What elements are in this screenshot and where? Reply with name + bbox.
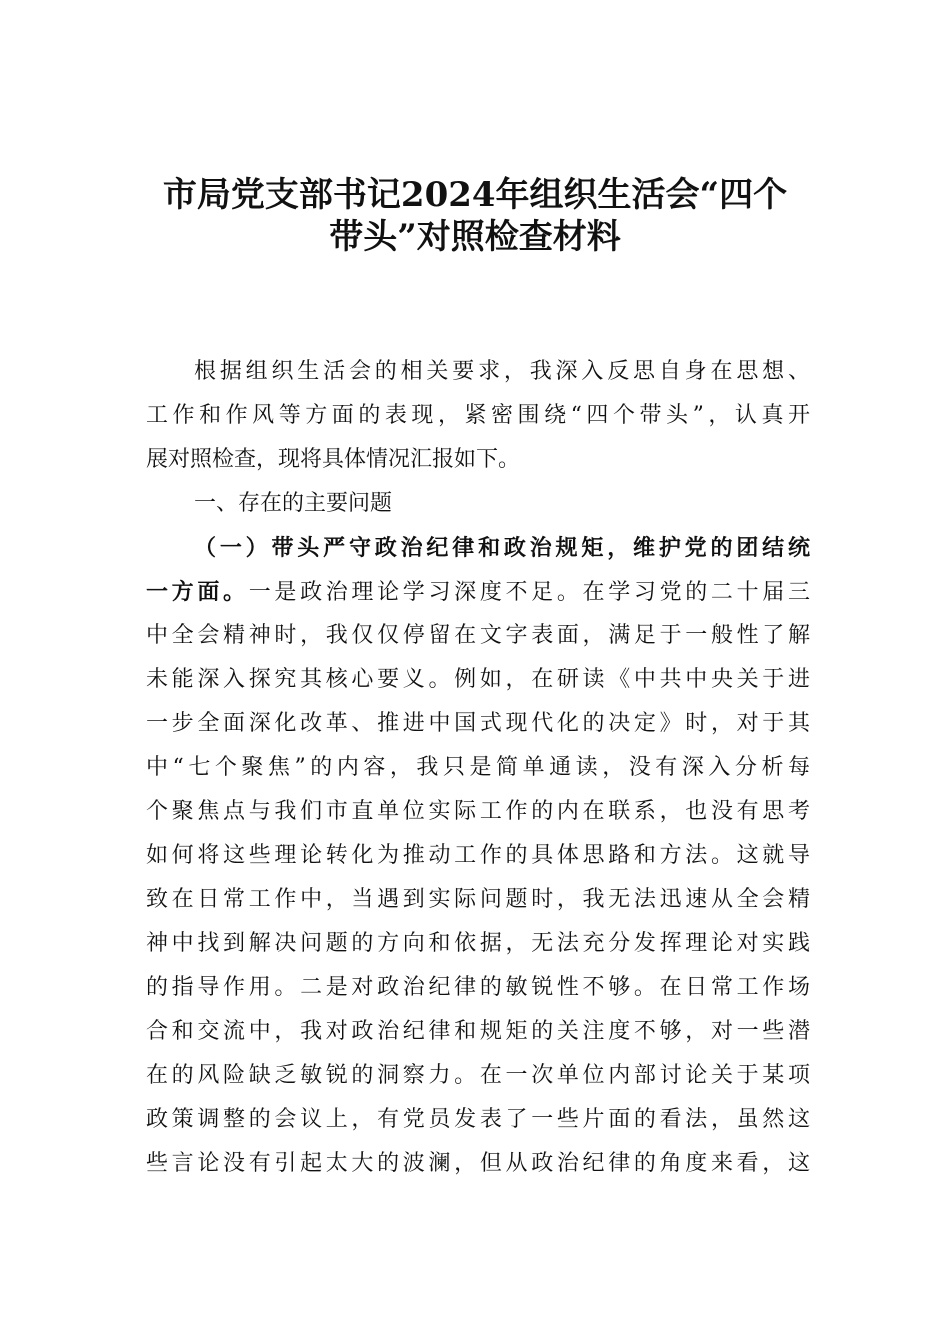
- subsection-heading-line-2: 一方面。: [146, 579, 249, 605]
- body-line-12: 在的风险缺乏敏锐的洞察力。在一次单位内部讨论关于某项: [146, 1063, 810, 1088]
- document-title-line-2: 带头”对照检查材料: [329, 217, 621, 257]
- body-line-4: 一步全面深化改革、推进中国式现代化的决定》时，对于其: [146, 711, 810, 736]
- section-heading: 一、存在的主要问题: [194, 491, 393, 516]
- intro-line-1: 根据组织生活会的相关要求，我深入反思自身在思想、: [194, 359, 810, 384]
- document-title-line-1: 市局党支部书记2024年组织生活会“四个: [162, 175, 788, 215]
- body-line-14: 些言论没有引起太大的波澜，但从政治纪律的角度来看，这: [146, 1151, 810, 1176]
- body-line-7: 如何将这些理论转化为推动工作的具体思路和方法。这就导: [146, 843, 810, 868]
- body-line-13: 政策调整的会议上，有党员发表了一些片面的看法，虽然这: [146, 1107, 810, 1132]
- body-line-10: 的指导作用。二是对政治纪律的敏锐性不够。在日常工作场: [146, 975, 810, 1000]
- body-line-1-text: 一是政治理论学习深度不足。在学习党的二十届三: [248, 580, 810, 605]
- body-line-5: 中“七个聚焦”的内容，我只是简单通读，没有深入分析每: [146, 755, 810, 780]
- body-line-1: [146, 570, 810, 615]
- body-line-8: 致在日常工作中，当遇到实际问题时，我无法迅速从全会精: [146, 887, 810, 912]
- body-line-11: 合和交流中，我对政治纪律和规矩的关注度不够，对一些潜: [146, 1019, 810, 1044]
- body-line-9: 神中找到解决问题的方向和依据，无法充分发挥理论对实践: [146, 931, 810, 956]
- body-line-3: 未能深入探究其核心要义。例如，在研读《中共中央关于进: [146, 667, 810, 692]
- body-line-2: 中全会精神时，我仅仅停留在文字表面，满足于一般性了解: [146, 623, 810, 648]
- intro-line-2: 工作和作风等方面的表现，紧密围绕“四个带头”，认真开: [146, 403, 810, 428]
- body-line-6: 个聚焦点与我们市直单位实际工作的内在联系，也没有思考: [146, 799, 810, 824]
- subsection-heading-line-1: （一）带头严守政治纪律和政治规矩，维护党的团结统: [194, 535, 810, 561]
- intro-line-3: 展对照检查，现将具体情况汇报如下。: [146, 447, 521, 472]
